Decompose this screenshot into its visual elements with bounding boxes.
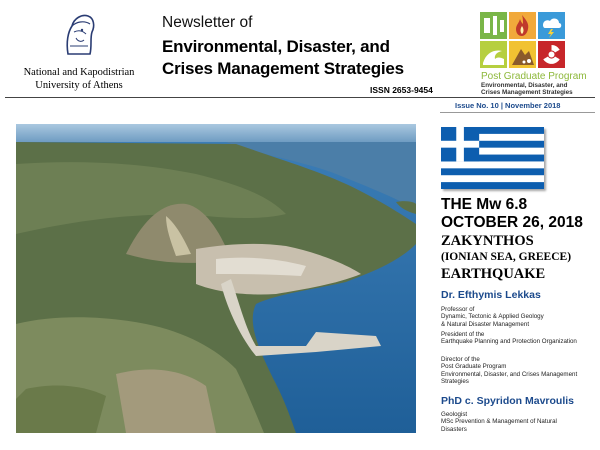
- role-line: Disasters: [441, 425, 467, 433]
- role-line: Geologist: [441, 411, 468, 418]
- greek-flag-icon: [441, 127, 544, 189]
- article-title-line3: ZAKYNTHOS: [441, 233, 534, 249]
- role-line: Environmental, Disaster, and Crises Management: [441, 370, 578, 378]
- author-role: [441, 411, 596, 433]
- program-subtitle-line2: Crises Management Strategies: [481, 89, 573, 97]
- author-role: [441, 331, 596, 346]
- program-subtitle: [481, 82, 596, 97]
- university-name: [5, 66, 153, 92]
- landslide-icon: [509, 41, 536, 68]
- role-line: & Natural Disaster Management: [441, 320, 530, 328]
- article-title-line4: (IONIAN SEA, GREECE): [441, 251, 572, 263]
- role-line: Professor of: [441, 306, 475, 313]
- role-line: Strategies: [441, 377, 469, 385]
- role-line: Post Graduate Program: [441, 363, 507, 371]
- newsletter-title-line2: Environmental, Disaster, and: [162, 37, 390, 56]
- hazard-icon: [538, 41, 565, 68]
- issn-label: ISSN 2653-9454: [370, 85, 433, 95]
- program-title: Post Graduate Program: [481, 71, 587, 82]
- role-line: MSc Prevention & Management of Natural: [441, 418, 557, 426]
- university-name-line2: University of Athens: [35, 80, 123, 91]
- author-role: [441, 306, 596, 328]
- role-line: Dynamic, Tectonic & Applied Geology: [441, 313, 544, 321]
- university-seal-icon: [60, 12, 98, 56]
- author-name: PhD c. Spyridon Mavroulis: [441, 395, 575, 407]
- newsletter-title-line3: Crises Management Strategies: [162, 59, 404, 78]
- university-name-line1: National and Kapodistrian: [23, 67, 135, 78]
- article-title-line1: THE Mw 6.8: [441, 196, 528, 213]
- author-name: Dr. Efthymis Lekkas: [441, 289, 541, 301]
- storm-icon: [538, 12, 565, 39]
- author-role: [441, 356, 596, 385]
- tsunami-icon: [480, 41, 507, 68]
- role-line: President of the: [441, 331, 485, 338]
- program-logo: [480, 12, 593, 70]
- issue-divider: [440, 112, 595, 113]
- article-title-line2: OCTOBER 26, 2018: [441, 214, 583, 231]
- header-divider: [5, 97, 595, 98]
- issue-label: Issue No. 10 | November 2018: [455, 101, 561, 110]
- article-title-line5: EARTHQUAKE: [441, 266, 546, 282]
- fault-icon: [480, 12, 507, 39]
- role-line: Earthquake Planning and Protection Organization: [441, 338, 577, 346]
- aerial-photo: [16, 124, 416, 433]
- fire-icon: [509, 12, 536, 39]
- role-line: Director of the: [441, 356, 480, 363]
- program-subtitle-line1: Environmental, Disaster, and: [481, 82, 568, 89]
- newsletter-title-line1: Newsletter of: [162, 14, 253, 31]
